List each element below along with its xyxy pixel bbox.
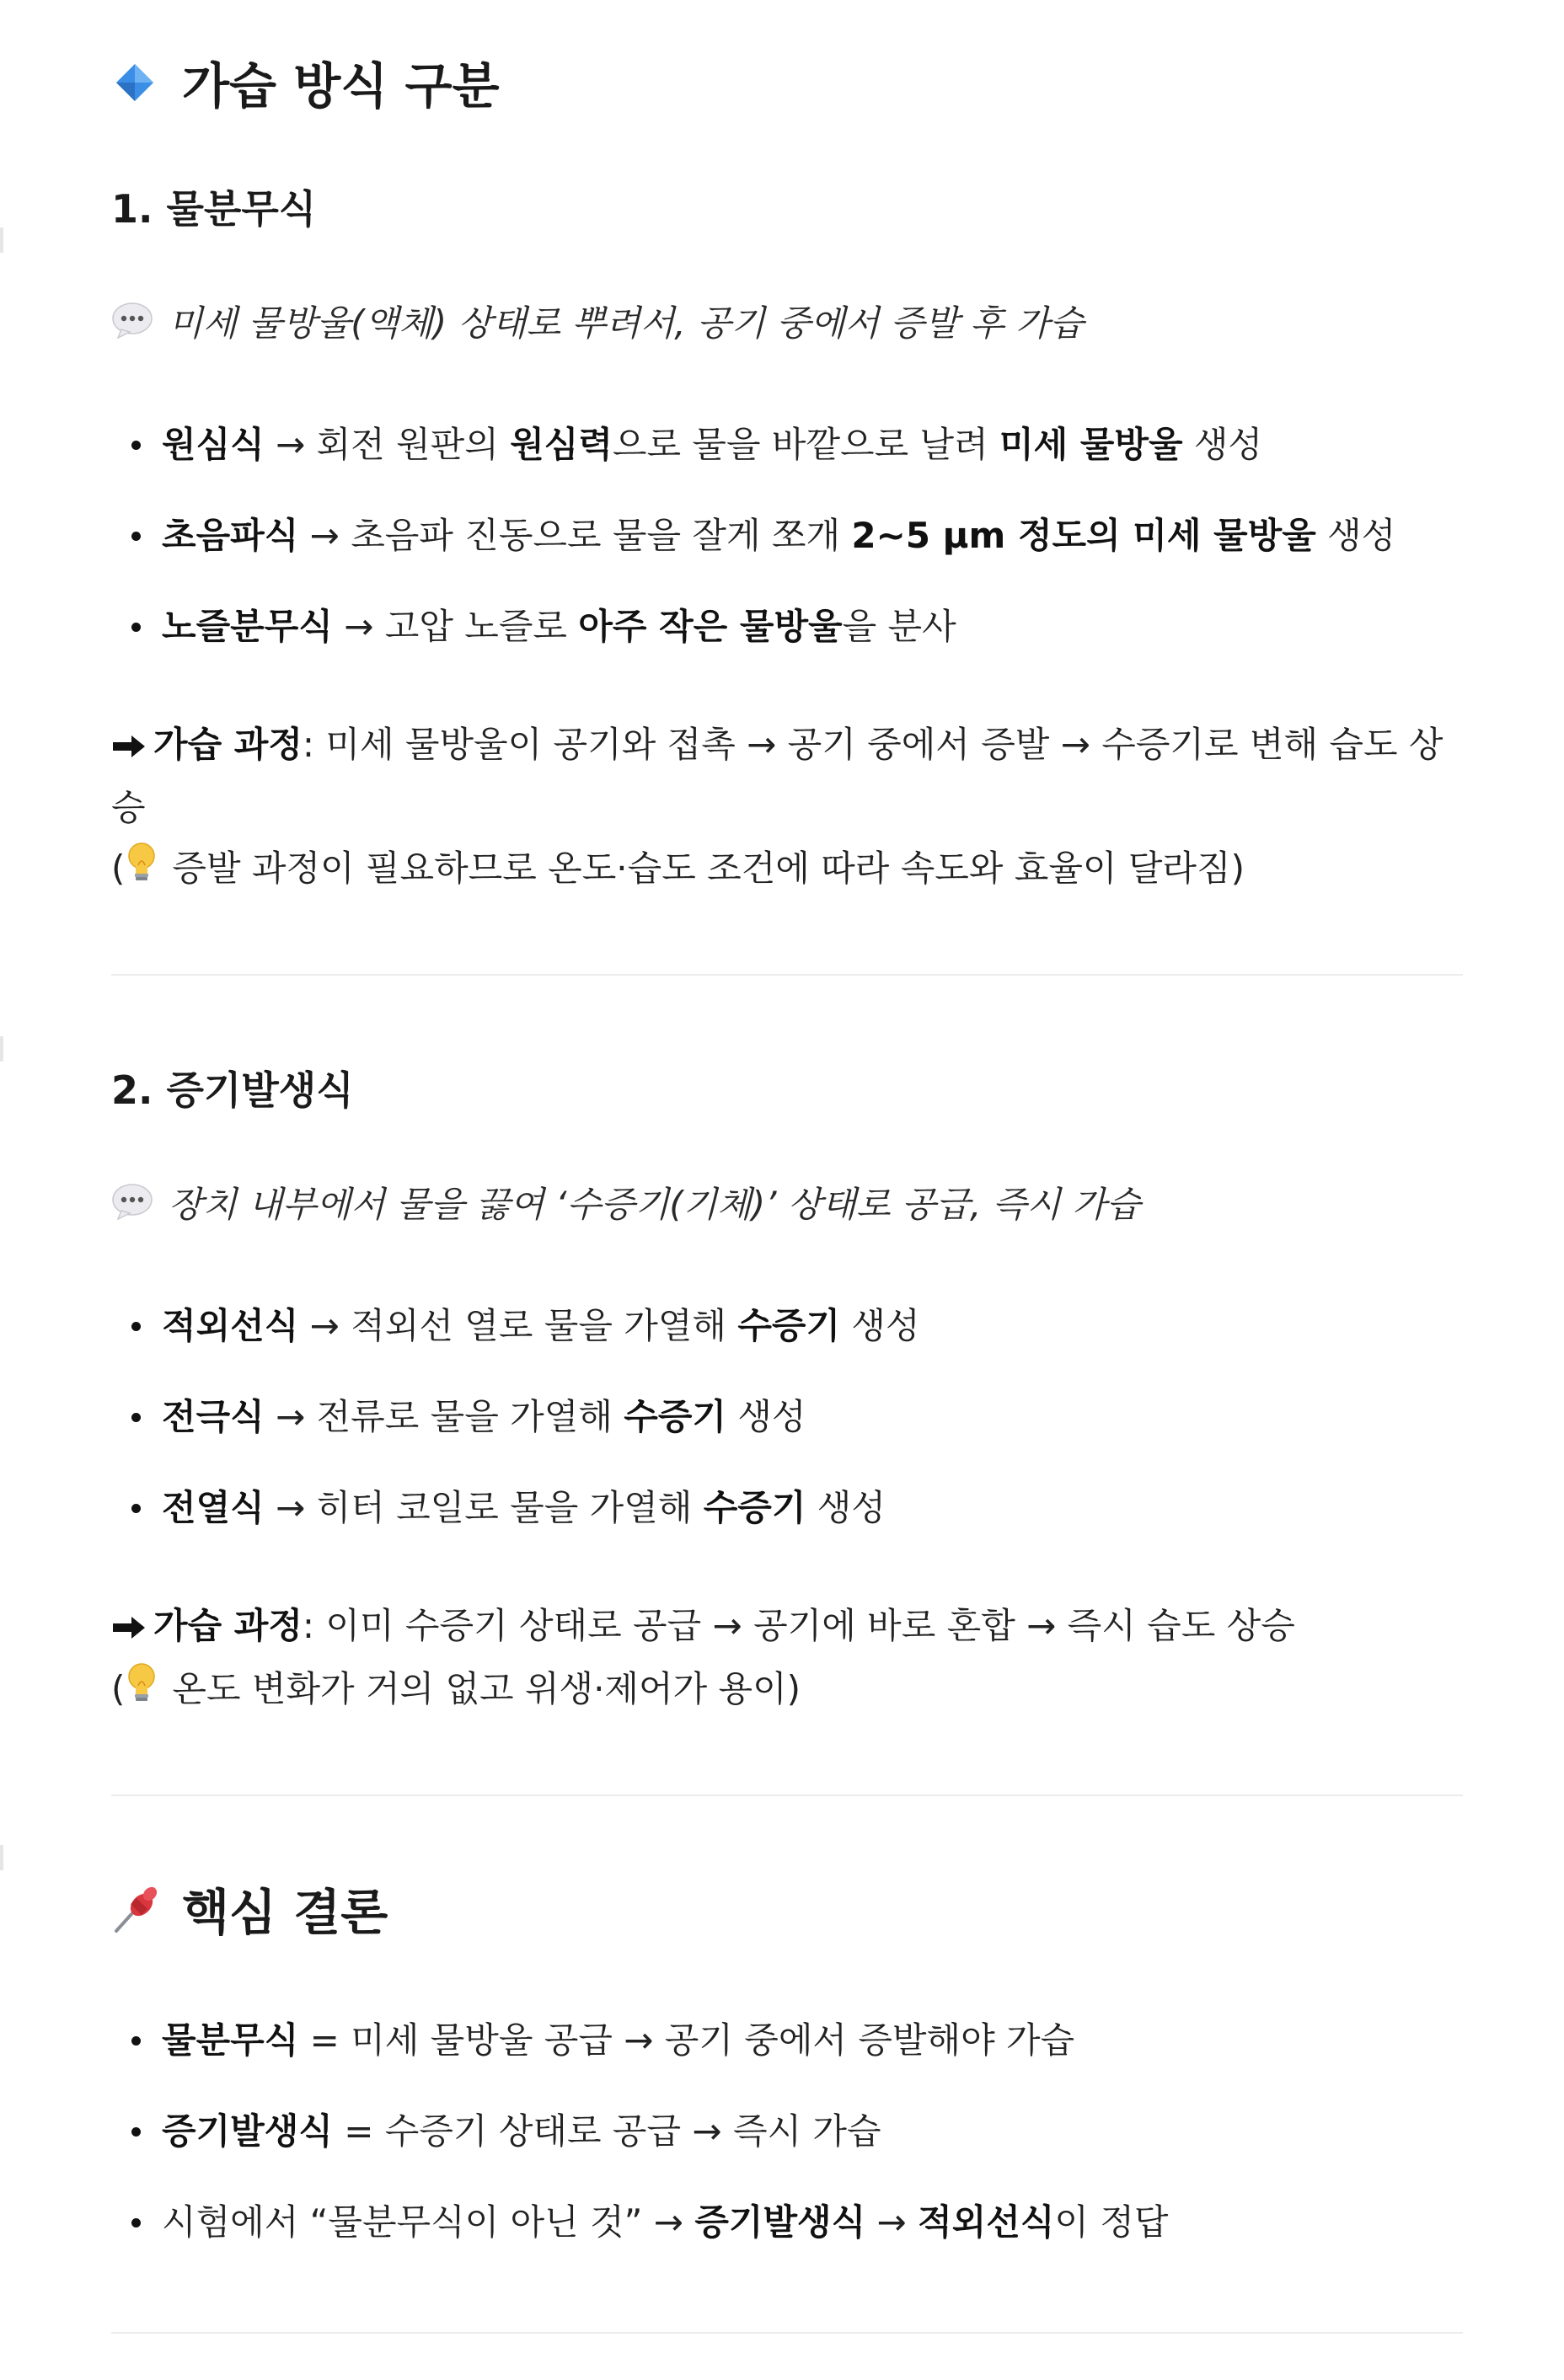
section-heading-steam: 2. 증기발생식	[111, 1067, 354, 1113]
list-item: 시험에서 “물분무식이 아닌 것” → 증기발생식 → 적외선식이 정답	[111, 2199, 1168, 2246]
right-arrow-icon	[111, 717, 153, 778]
list-item: 증기발생식 = 수증기 상태로 공급 → 즉시 가습	[111, 2108, 1168, 2155]
pushpin-icon	[111, 1882, 165, 1949]
speech-bubble-icon	[111, 302, 155, 350]
list-item: 노즐분무식 → 고압 노즐로 아주 작은 물방울을 분사	[111, 603, 1395, 650]
mist-methods-list	[111, 421, 1395, 650]
scroll-edge-mark	[0, 227, 3, 253]
blue-diamond-icon	[111, 57, 165, 121]
list-item: 전극식 → 전류로 물을 가열해 수증기 생성	[111, 1393, 920, 1441]
list-item: 물분무식 = 미세 물방울 공급 → 공기 중에서 증발해야 가습	[111, 2017, 1168, 2064]
list-item: 적외선식 → 적외선 열로 물을 가열해 수증기 생성	[111, 1302, 920, 1350]
list-item: 전열식 → 히터 코일로 물을 가열해 수증기 생성	[111, 1484, 920, 1532]
process-paragraph-steam: 가습 과정: 이미 수증기 상태로 공급 → 공기에 바로 혼합 → 즉시 습도 상승 ( 온도 변화가 거의 없고 위생·제어가 용이)	[111, 1596, 1463, 1721]
light-bulb-icon	[126, 1661, 163, 1721]
divider	[111, 974, 1463, 976]
process-paragraph-mist: 가습 과정: 미세 물방울이 공기와 접촉 → 공기 중에서 증발 → 수증기로 변해 습도 상승 ( 증발 과정이 필요하므로 온도·습도 조건에 따라 속도와 효율이 달라짐)	[111, 714, 1463, 901]
section-summary-mist	[111, 300, 1084, 350]
list-item: 원심식 → 회전 원판의 원심력으로 물을 바깥으로 날려 미세 물방울 생성	[111, 421, 1395, 468]
speech-bubble-icon	[111, 1183, 155, 1232]
steam-methods-list	[111, 1302, 920, 1532]
section-heading-mist: 1. 물분무식	[111, 186, 317, 232]
conclusion-heading	[111, 1880, 388, 1949]
conclusion-list	[111, 2017, 1168, 2246]
page-title-text: 가습 방식 구분	[182, 57, 500, 115]
right-arrow-icon	[111, 1598, 153, 1659]
scroll-edge-mark	[0, 1845, 3, 1870]
list-item: 초음파식 → 초음파 진동으로 물을 잘게 쪼개 2~5 μm 정도의 미세 물방울 생성	[111, 512, 1395, 559]
section-summary-steam	[111, 1181, 1140, 1232]
scroll-edge-mark	[0, 1036, 3, 1062]
light-bulb-icon	[126, 840, 163, 901]
section-summary-text: 미세 물방울(액체) 상태로 뿌려서, 공기 중에서 증발 후 가습	[169, 302, 1085, 344]
page-title	[111, 54, 500, 121]
conclusion-heading-text: 핵심 결론	[182, 1884, 388, 1941]
divider	[111, 1794, 1463, 1796]
section-summary-text: 장치 내부에서 물을 끓여 ‘수증기(기체)’ 상태로 공급, 즉시 가습	[169, 1184, 1141, 1225]
divider	[111, 2332, 1463, 2334]
